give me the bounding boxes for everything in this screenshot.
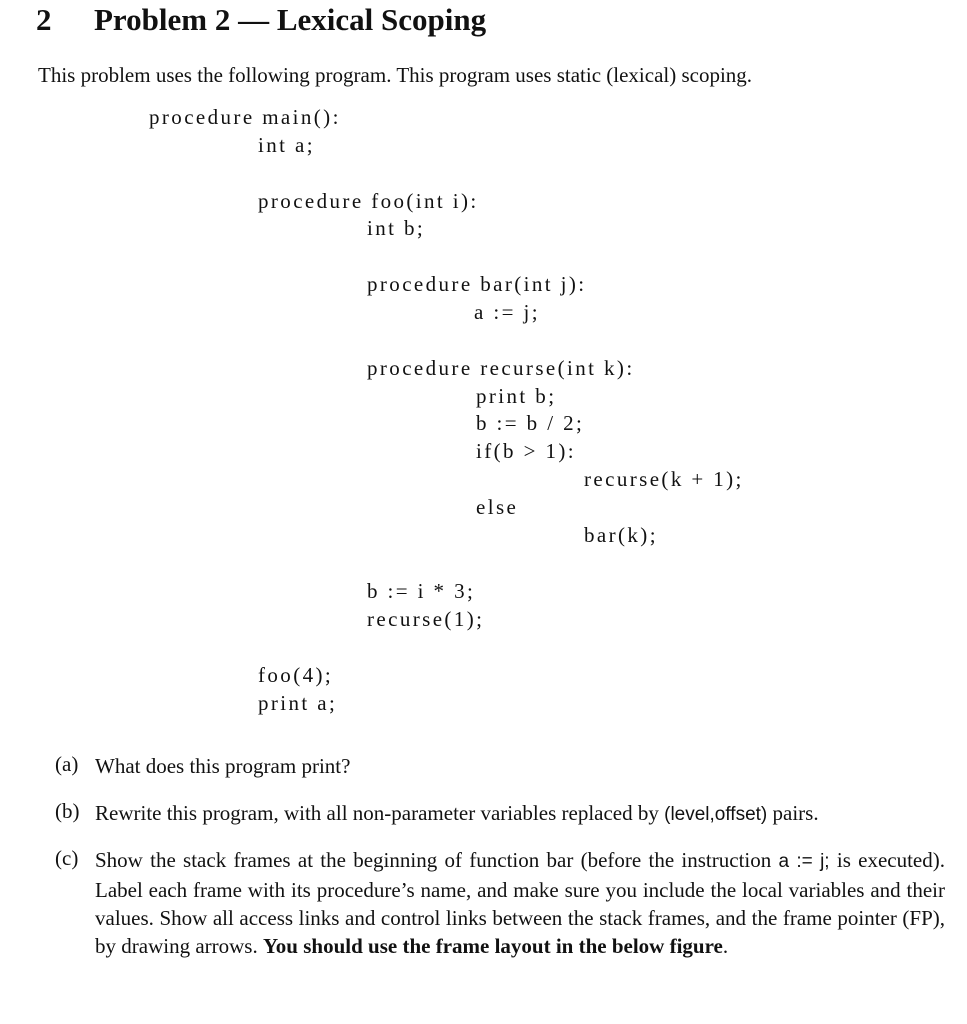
- code-line: b := i * 3;: [367, 579, 476, 603]
- code-line: b := b / 2;: [476, 411, 585, 435]
- question-text: What does this program print?: [95, 754, 351, 778]
- code-line: recurse(1);: [367, 607, 485, 631]
- code-line: bar(k);: [584, 523, 658, 547]
- code-line: foo(4);: [258, 663, 334, 687]
- code-line: int a;: [258, 133, 315, 157]
- code-line: print a;: [258, 691, 338, 715]
- question-label: (c): [55, 846, 79, 870]
- code-line: procedure bar(int j):: [367, 272, 587, 296]
- level-offset-term: (level,offset): [664, 804, 768, 825]
- code-line: procedure foo(int i):: [258, 189, 479, 213]
- inline-code: a := j;: [778, 851, 830, 872]
- section-number: 2: [36, 2, 52, 37]
- section-title: Problem 2 — Lexical Scoping: [94, 2, 487, 37]
- question-label: (b): [55, 799, 80, 823]
- question-text: Rewrite this program, with all non-parameter variables replaced by (level,offset) pairs.: [95, 801, 819, 825]
- code-line: int b;: [367, 216, 426, 240]
- question-text: Show the stack frames at the beginning of function bar (before the instruction a := j; is executed). Label each frame with its procedure’s name, and make sure you include the local variables and their values. Show all access links and control links between the stack frames, and the frame pointer (FP), by drawing arrows. You should use the frame layout in the below figure.: [95, 848, 946, 958]
- code-line: procedure recurse(int k):: [367, 356, 635, 380]
- code-line: if(b > 1):: [476, 439, 576, 463]
- section-heading: [36, 2, 486, 38]
- intro-paragraph: This problem uses the following program. This program uses static (lexical) scoping.: [38, 63, 753, 87]
- code-line: else: [476, 495, 519, 519]
- code-line: procedure main():: [149, 105, 341, 129]
- code-line: recurse(k + 1);: [584, 467, 744, 491]
- emphasis-text: You should use the frame layout in the below figure: [262, 934, 723, 958]
- question-label: (a): [55, 752, 79, 776]
- code-line: print b;: [476, 384, 557, 408]
- code-line: a := j;: [474, 300, 540, 324]
